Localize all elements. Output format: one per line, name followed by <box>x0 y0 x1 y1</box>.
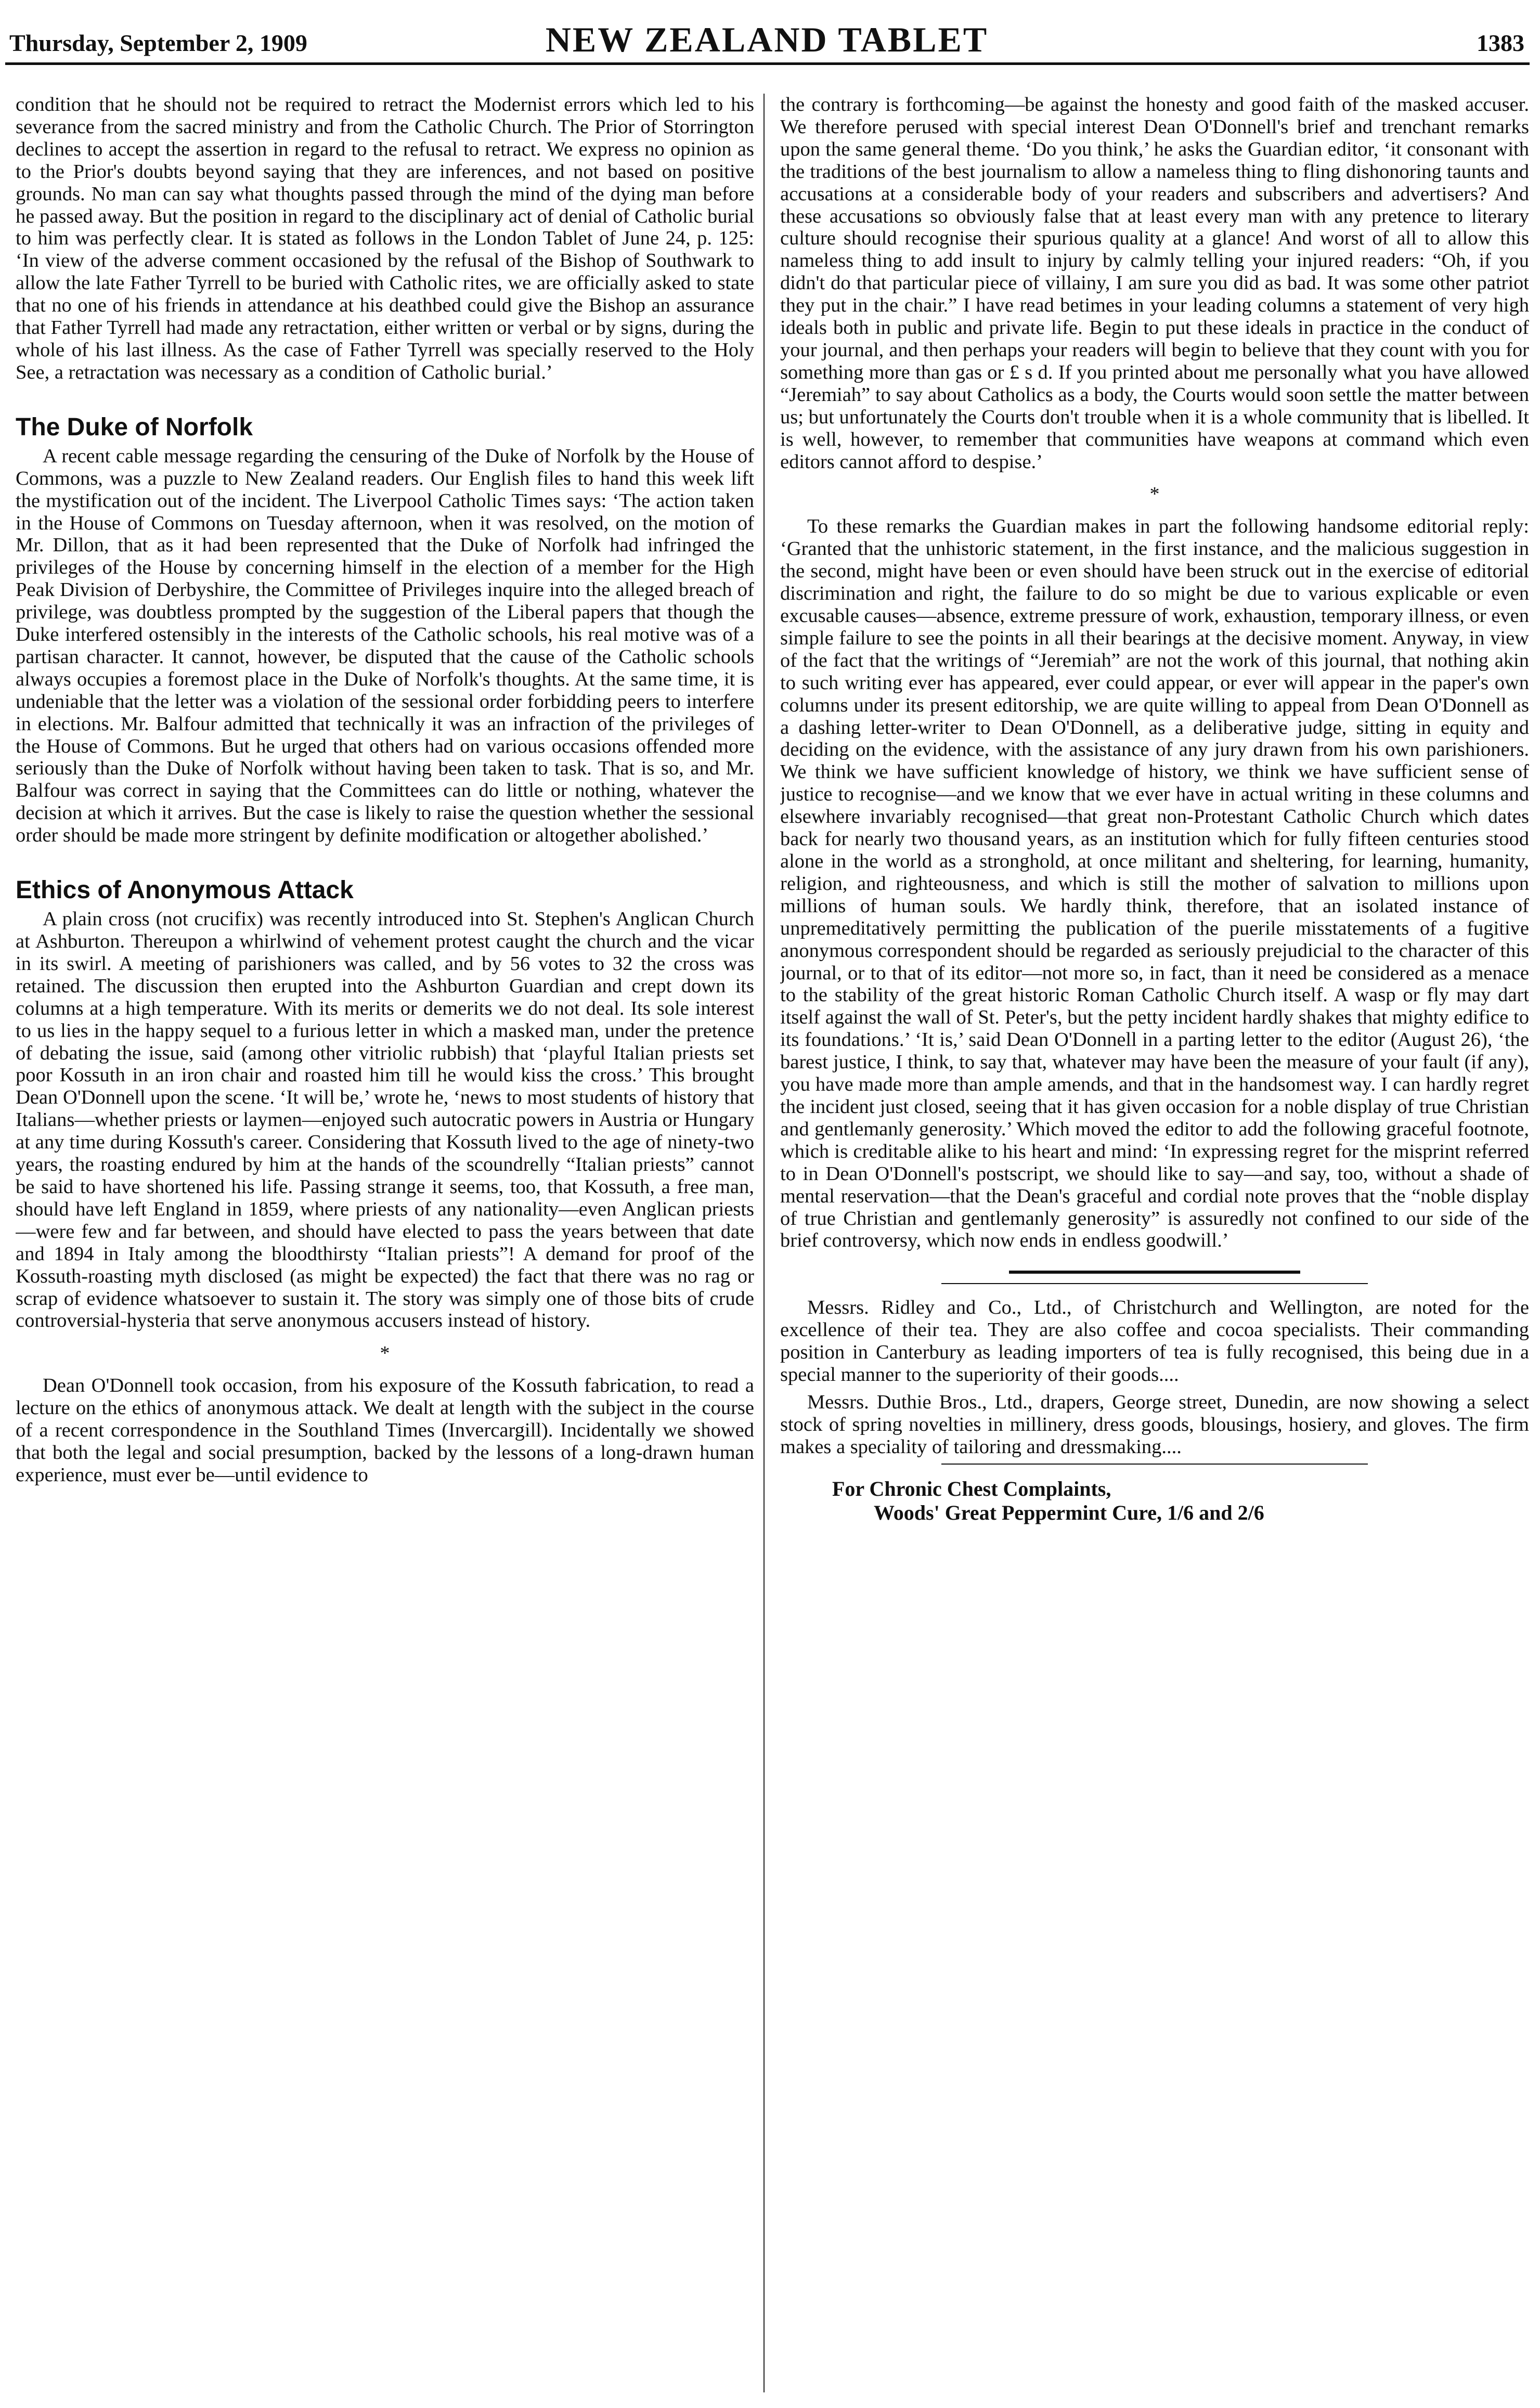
continued-paragraph: the contrary is forthcoming—be against the honesty and good faith of the masked accuser. We therefore perused with special interest Dean O'Donnell's brief and trenchant remarks upon the same general theme. ‘Do you think,’ he asks the Guardian editor, ‘it consonant with the traditions of the best journalism to allow a nameless thing to fling dishonoring taunts and accusations at a considerable body of your readers and subscribers and advertisers? And these accusations so obviously false that at least every man with any pretence to literary culture should recognise their spurious quality at a glance! And worst of all to allow this nameless thing to add insult to injury by calmly telling your injured readers: “Oh, if you didn't do that particular piece of villainy, I am sure you did as bad. It was some other patriot they put in the chair.” I have read betimes in your leading columns a statement of very high ideals both in public and private life. Begin to put these ideals in practice in the conduct of your journal, and then perhaps your readers will begin to believe that they count with you for something more than gas or £ s d. If you printed about me personally what you have allowed “Jeremiah” to say about Catholics as a body, the Courts would soon settle the matter between us; but unfortunately the Courts don't trouble when it is a whole community that is libelled. It is well, however, to remember that communities have weapons at command which even editors cannot afford to despise.’ <box>780 94 1529 473</box>
advertisement-ridley: Messrs. Ridley and Co., Ltd., of Christchurch and Wellington, are noted for the excellence of their tea. They are also coffee and cocoa specialists. Their commanding position in Canterbury as leading importers of tea is fully recognised, this being due in a special manner to the superiority of their goods.... <box>780 1297 1529 1386</box>
newspaper-title: NEW ZEALAND TABLET <box>545 20 989 59</box>
ethics-paragraph-2: Dean O'Donnell took occasion, from his exposure of the Kossuth fabrication, to read a lecture on the ethics of anonymous attack. We dealt at length with the subject in the course of a recent correspondence in the Southland Times (Invercargill). Incidentally we showed that both the legal and social presumption, backed by the lessons of a long-drawn human experience, must ever be—until evidence to <box>16 1375 754 1486</box>
advertisement-chest-complaints-title: For Chronic Chest Complaints, <box>832 1477 1111 1500</box>
section-star-divider: * <box>1149 483 1160 506</box>
advertisement-rule-thin <box>941 1464 1368 1465</box>
opening-paragraph: condition that he should not be required to retract the Modernist errors which led to his severance from the sacred ministry and from the Catholic Church. The Prior of Storrington declines to accept the assertion in regard to the refusal to retract. We express no opinion as to the Prior's doubts beyond saying that they are inferences, and not based on positive grounds. No man can say what thoughts passed through the mind of the dying man before he passed away. But the position in regard to the disciplinary act of denial of Catholic burial to him was perfectly clear. It is stated as follows in the London Tablet of June 24, p. 125: ‘In view of the adverse comment occasioned by the refusal of the Bishop of Southwark to allow the late Father Tyrrell to be buried with Catholic rites, we are officially asked to state that no one of his friends in attendance at his deathbed could give the Bishop an assurance that Father Tyrrell had made any retractation, either written or verbal or by signs, during the whole of his last illness. As the case of Father Tyrrell was specially reserved to the Holy See, a retractation was necessary as a condition of Catholic burial.’ <box>16 94 754 383</box>
advertisement-duthie: Messrs. Duthie Bros., Ltd., drapers, George street, Dunedin, are now showing a select stock of spring novelties in millinery, dress goods, blousings, hosiery, and gloves. The firm makes a speciality of tailoring and dressmaking.... <box>780 1391 1529 1458</box>
page-number: 1383 <box>1477 30 1524 56</box>
advertisement-rule <box>1009 1271 1300 1274</box>
section-star-divider: * <box>380 1342 390 1365</box>
guardian-reply-paragraph: To these remarks the Guardian makes in part the following handsome editorial reply: ‘Granted that the unhistoric statement, in the first instance, and the malicious suggestion in the second, might have been or even should have been struck out in the exercise of editorial discrimination and right, the failure to do so might be due to various explicable or even excusable causes—absence, extreme pressure of work, exhaustion, temporary illness, or even simple failure to see the points in all their bearings at the decisive moment. Anyway, in view of the fact that the writings of “Jeremiah” are not the work of this journal, that nothing akin to such writing ever has appeared, ever could appear, or ever will appear in the paper's own columns under its present editorship, we are quite willing to appeal from Dean O'Donnell as a dashing letter-writer to Dean O'Donnell, as a deliberative judge, sitting in equity and deciding on the evidence, with the assistance of any jury drawn from his own parishioners. We think we have sufficient knowledge of history, we think we have sufficient sense of justice to recognise—and we know that we ever have in actual writing in these columns and elsewhere invariably recognised—that great non-Protestant Catholic Church which dates back for nearly two thousand years, as an institution which for fully fifteen centuries stood alone in the world as a stronghold, at once militant and sheltering, for learning, humanity, religion, and righteousness, and which is still the mother of salvation to millions upon millions of human souls. We hardly think, therefore, that an isolated instance of unpremeditatively permitting the publication of the puerile misstatements of a fugitive anonymous correspondent should be regarded as seriously prejudicial to the character of this journal, or to that of its editor—not more so, in fact, than it need be considered as a menace to the stability of the great historic Roman Catholic Church itself. A wasp or fly may dart itself against the wall of St. Peter's, but the petty incident hardly shakes that mighty edifice to its foundations.’ ‘It is,’ said Dean O'Donnell in a parting letter to the editor (August 26), ‘the barest justice, I think, to say that, whatever may have been the measure of your fault (if any), you have made more than ample amends, and that in the handsomest way. I can hardly regret the incident just closed, seeing that it has given occasion for a noble display of true Christian and gentlemanly generosity.’ Which moved the editor to add the following graceful footnote, which is creditable alike to his heart and mind: ‘In expressing regret for the misprint referred to in Dean O'Donnell's postscript, we should like to say—and say, too, without a shade of mental reservation—that the Dean's graceful and cordial note proves that the “noble display of true Christian and gentlemanly generosity” is assuredly not confined to our side of the brief controversy, which now ends in endless goodwill.’ <box>780 515 1529 1252</box>
ethics-paragraph: A plain cross (not crucifix) was recently introduced into St. Stephen's Anglican Church at Ashburton. Thereupon a whirlwind of vehement protest caught the church and the vicar in its swirl. A meeting of parishioners was called, and by 56 votes to 32 the cross was retained. The discussion then erupted into the Ashburton Guardian and crept down its columns at a high temperature. With its merits or demerits we do not deal. Its sole interest to us lies in the happy sequel to a furious letter in which a masked man, under the pretence of debating the issue, said (among other vitriolic rubbish) that ‘playful Italian priests set poor Kossuth in an iron chair and roasted him till he would kiss the cross.’ This brought Dean O'Donnell upon the scene. ‘It will be,’ wrote he, ‘news to most students of history that Italians—whether priests or laymen—enjoyed such autocratic powers in Austria or Hungary at any time during Kossuth's career. Considering that Kossuth lived to the age of ninety-two years, the roasting endured by him at the hands of the scoundrelly “Italian priests” cannot be said to have shortened his life. Passing strange it seems, too, that Kossuth, a free man, should have left England in 1859, where priests of any nationality—even Anglican priests—were few and far between, and should have elected to pass the years between that date and 1894 in Italy among the bloodthirsty “Italian priests”! A demand for proof of the Kossuth-roasting myth disclosed (as might be expected) the fact that there was no rag or scrap of evidence whatsoever to sustain it. The story was simply one of those bits of crude controversial-hysteria that serve anonymous accusers instead of history. <box>16 908 754 1332</box>
issue-date: Thursday, September 2, 1909 <box>9 30 307 56</box>
right-column <box>780 94 1529 2398</box>
section-heading-duke-of-norfolk: The Duke of Norfolk <box>16 413 253 441</box>
left-column <box>16 94 754 2398</box>
advertisement-rule-thin <box>941 1283 1368 1284</box>
column-divider <box>763 94 765 2392</box>
masthead-rule <box>5 62 1530 65</box>
masthead <box>9 11 1524 59</box>
advertisement-peppermint-cure: Woods' Great Peppermint Cure, 1/6 and 2/6 <box>874 1500 1264 1524</box>
section-heading-ethics-of-anonymous-attack: Ethics of Anonymous Attack <box>16 876 354 904</box>
duke-of-norfolk-paragraph: A recent cable message regarding the censuring of the Duke of Norfolk by the House of Commons, was a puzzle to New Zealand readers. Our English files to hand this week lift the mystification out of the incident. The Liverpool Catholic Times says: ‘The action taken in the House of Commons on Tuesday afternoon, when it was resolved, on the motion of Mr. Dillon, that as it had been represented that the Duke of Norfolk had infringed the privileges of the House by concerning himself in the election of a member for the High Peak Division of Derbyshire, the Committee of Privileges inquire into the alleged breach of privilege, was doubtless prompted by the suggestion of the Liberal papers that though the Duke interfered ostensibly in the interests of the Catholic schools, his real motive was of a partisan character. It cannot, however, be disputed that the cause of the Catholic schools always occupies a foremost place in the Duke of Norfolk's thoughts. At the same time, it is undeniable that the letter was a violation of the sessional order forbidding peers to interfere in elections. Mr. Balfour admitted that technically it was an infraction of the privileges of the House of Commons. But he urged that others had on various occasions offended more seriously than the Duke of Norfolk without having been taken to task. That is so, and Mr. Balfour was correct in saying that the Committees can do little or nothing, whatever the decision at which it arrives. But the case is likely to raise the question whether the sessional order should be made more stringent by definite modification or altogether abolished.’ <box>16 445 754 847</box>
